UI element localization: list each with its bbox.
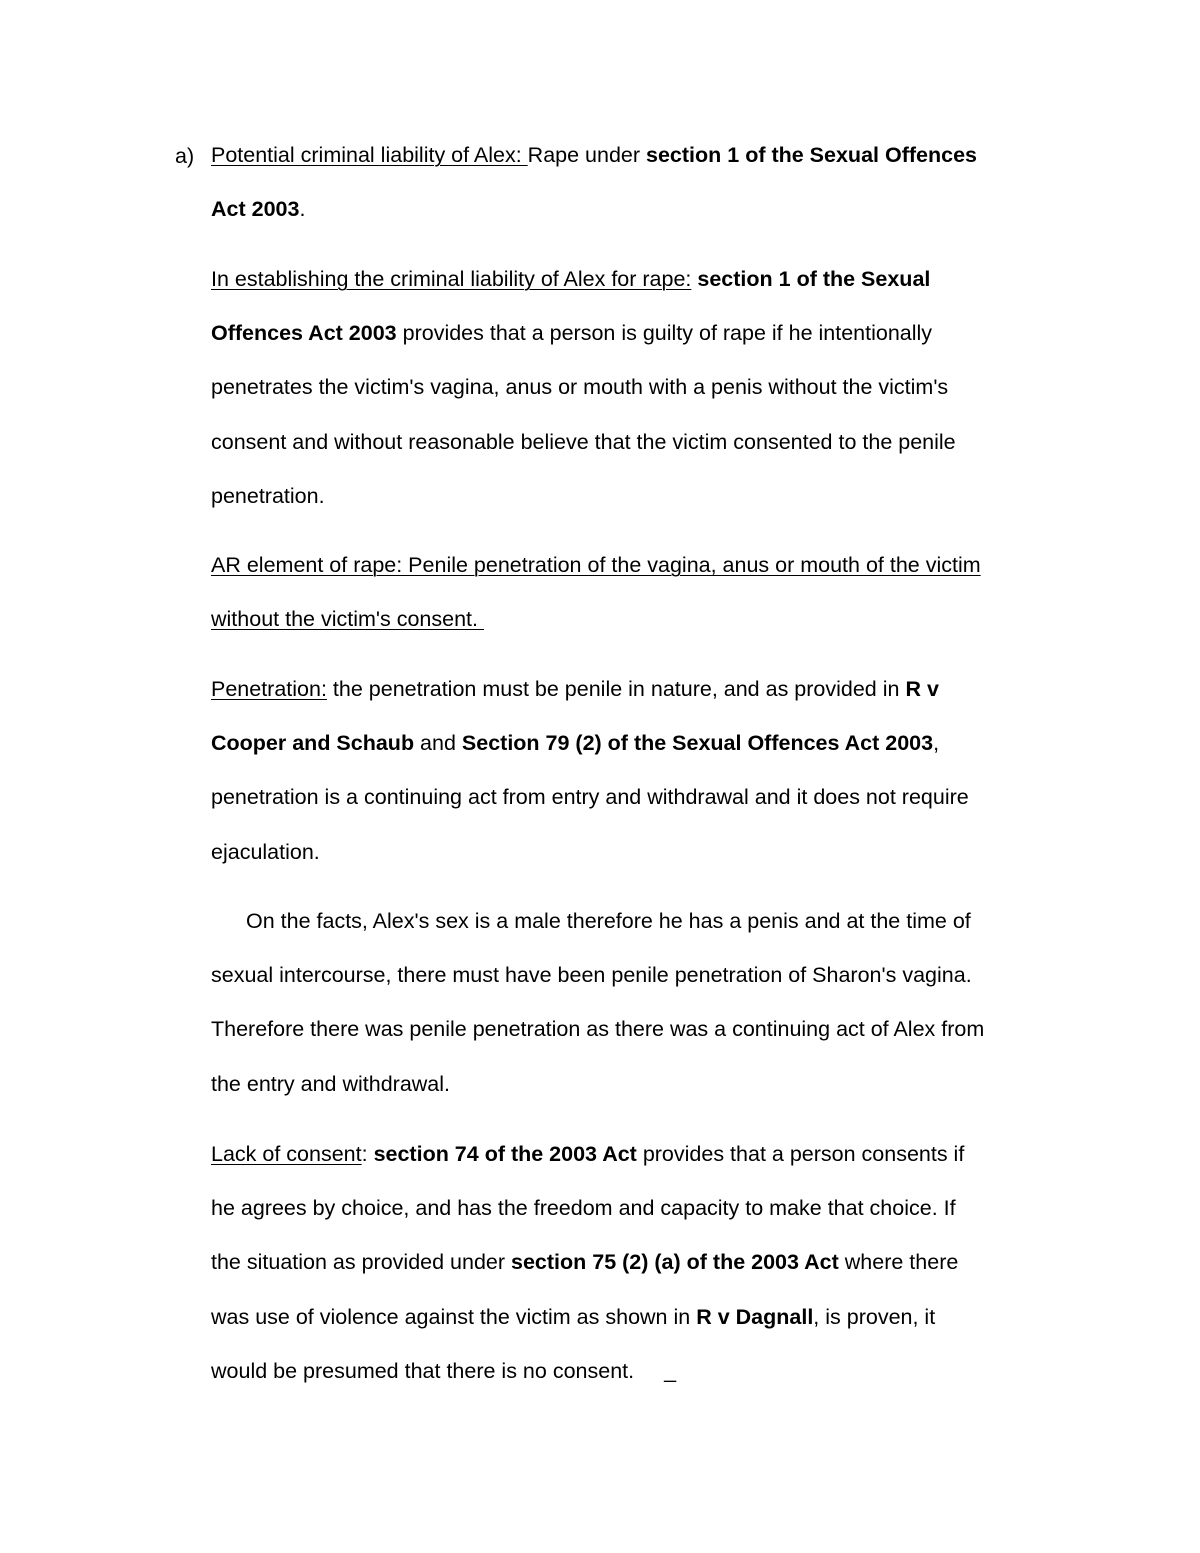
consent-text-1: : [361,1142,374,1166]
item-a-heading [211,128,1071,236]
list-marker-a: a) [175,144,195,168]
case-cooper-schaub: Cooper and Schaub [211,731,415,756]
consent-text-4: the situation as provided under [211,1250,512,1275]
ar-line-1: AR element of rape: Penile penetration of the vagina, anus or mouth of the victim [211,553,981,577]
penetration-text-4: penetration is a continuing act from entry and withdrawal and it does not require [211,785,969,810]
penetration-underlined: Penetration: [211,677,327,701]
consent-text-7: , is proven, it [813,1304,936,1329]
heading-plain: Rape under [527,143,647,167]
penetration-text-2: and [414,731,462,756]
penetration-text-3: , [933,731,940,756]
text-cursor: _ [664,1358,677,1383]
case-r-v: R v [905,677,939,701]
penetration-text-1: the penetration must be penile in nature, and as provided in [326,677,906,701]
establishing-underlined: In establishing the criminal liability of Alex for rape: [211,267,692,291]
consent-underlined: Lack of consent [211,1142,362,1166]
ar-line-2: without the victim's consent. [211,607,484,632]
consent-text-5: where there [838,1250,959,1275]
establishing-bold-2: Offences Act 2003 [211,321,397,346]
establishing-text-2: penetrates the victim's vagina, anus or mouth with a penis without the victim's [211,375,949,400]
heading-bold-2: Act 2003 [211,197,300,222]
establishing-text-3: consent and without reasonable believe that the victim consented to the penile [211,429,956,454]
establishing-text-4: penetration. [211,483,325,508]
heading-end: . [299,197,306,222]
paragraph-lack-of-consent [211,1127,1071,1398]
paragraph-penetration [211,662,1071,879]
facts-line-2: sexual intercourse, there must have been penile penetration of Sharon's vagina. [211,963,972,988]
section-74-reference: section 74 of the 2003 Act [373,1142,637,1166]
consent-text-6: was use of violence against the victim as shown in [211,1304,697,1329]
heading-bold: section 1 of the Sexual Offences [646,143,977,167]
case-r-v-dagnall: R v Dagnall [696,1304,814,1329]
consent-text-2: provides that a person consents if [636,1142,965,1166]
establishing-text-1: provides that a person is guilty of rape if he intentionally [396,321,933,346]
section-75-reference: section 75 (2) (a) of the 2003 Act [511,1250,839,1275]
establishing-bold-1: section 1 of the Sexual [697,267,931,291]
facts-line-3: Therefore there was penile penetration as there was a continuing act of Alex from [211,1017,985,1042]
consent-text-3: he agrees by choice, and has the freedom and capacity to make that choice. If [211,1196,956,1221]
paragraph-establishing [211,252,1071,523]
facts-line-1: On the facts, Alex's sex is a male therefore he has a penis and at the time of [246,909,971,933]
paragraph-facts [211,894,1071,1111]
consent-text-8: would be presumed that there is no consent. [211,1358,635,1383]
penetration-text-5: ejaculation. [211,839,320,864]
paragraph-ar-element [211,538,1071,646]
heading-underlined: Potential criminal liability of Alex: [211,143,528,167]
facts-line-4: the entry and withdrawal. [211,1071,451,1096]
section-79-reference: Section 79 (2) of the Sexual Offences Act 2003 [461,731,934,756]
